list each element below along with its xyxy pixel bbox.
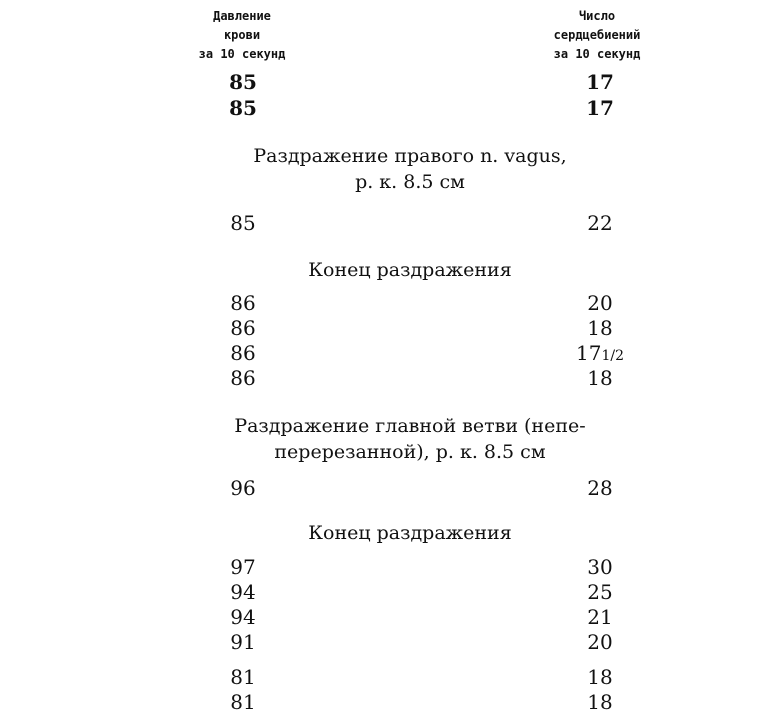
- hr-value: [568, 341, 632, 368]
- hr-value: 21: [587, 605, 613, 629]
- header-line: за 10 секунд: [198, 47, 286, 61]
- bp-value: 94: [230, 605, 256, 629]
- bp-value: 86: [230, 316, 256, 340]
- section-line: Конец раздражения: [308, 522, 512, 544]
- bp-value: 85: [229, 96, 257, 120]
- hr-value: 20: [587, 291, 613, 315]
- header-line: крови: [223, 28, 261, 42]
- hr-value: 28: [587, 476, 613, 500]
- bp-value: 81: [230, 665, 256, 689]
- bp-value: 86: [230, 291, 256, 315]
- section-line: р. к. 8.5 см: [355, 171, 465, 193]
- header-blood-pressure: [180, 7, 304, 64]
- hr-value: 18: [587, 665, 613, 689]
- hr-value: 30: [587, 555, 613, 579]
- hr-value: 17: [586, 96, 614, 120]
- section-heading: [200, 413, 620, 465]
- hr-integer: 17: [576, 341, 602, 365]
- header-line: Давление: [213, 9, 271, 23]
- hr-value: 25: [587, 580, 613, 604]
- section-line: Раздражение правого n. vagus,: [253, 145, 567, 167]
- section-heading: [200, 257, 620, 283]
- bp-value: 86: [230, 366, 256, 390]
- hr-value: 18: [587, 690, 613, 714]
- bp-value: 91: [230, 630, 256, 654]
- bp-value: 85: [229, 70, 257, 94]
- bp-value: 96: [230, 476, 256, 500]
- hr-value: 20: [587, 630, 613, 654]
- hr-value: 18: [587, 316, 613, 340]
- hr-value: 22: [587, 211, 613, 235]
- hr-value: 18: [587, 366, 613, 390]
- section-line: перерезанной), р. к. 8.5 см: [274, 441, 546, 463]
- section-heading: [200, 143, 620, 195]
- section-line: Раздражение главной ветви (непе-: [234, 415, 586, 437]
- hr-fraction: 1/2: [601, 348, 624, 364]
- section-heading: [200, 520, 620, 546]
- bp-value: 81: [230, 690, 256, 714]
- header-line: за 10 секунд: [553, 47, 641, 61]
- bp-value: 94: [230, 580, 256, 604]
- bp-value: 85: [230, 211, 256, 235]
- section-line: Конец раздражения: [308, 259, 512, 281]
- bp-value: 86: [230, 341, 256, 365]
- header-line: сердцебиений: [553, 28, 641, 42]
- header-heart-rate: [532, 7, 662, 64]
- header-line: Число: [578, 9, 616, 23]
- hr-value: 17: [586, 70, 614, 94]
- bp-value: 97: [230, 555, 256, 579]
